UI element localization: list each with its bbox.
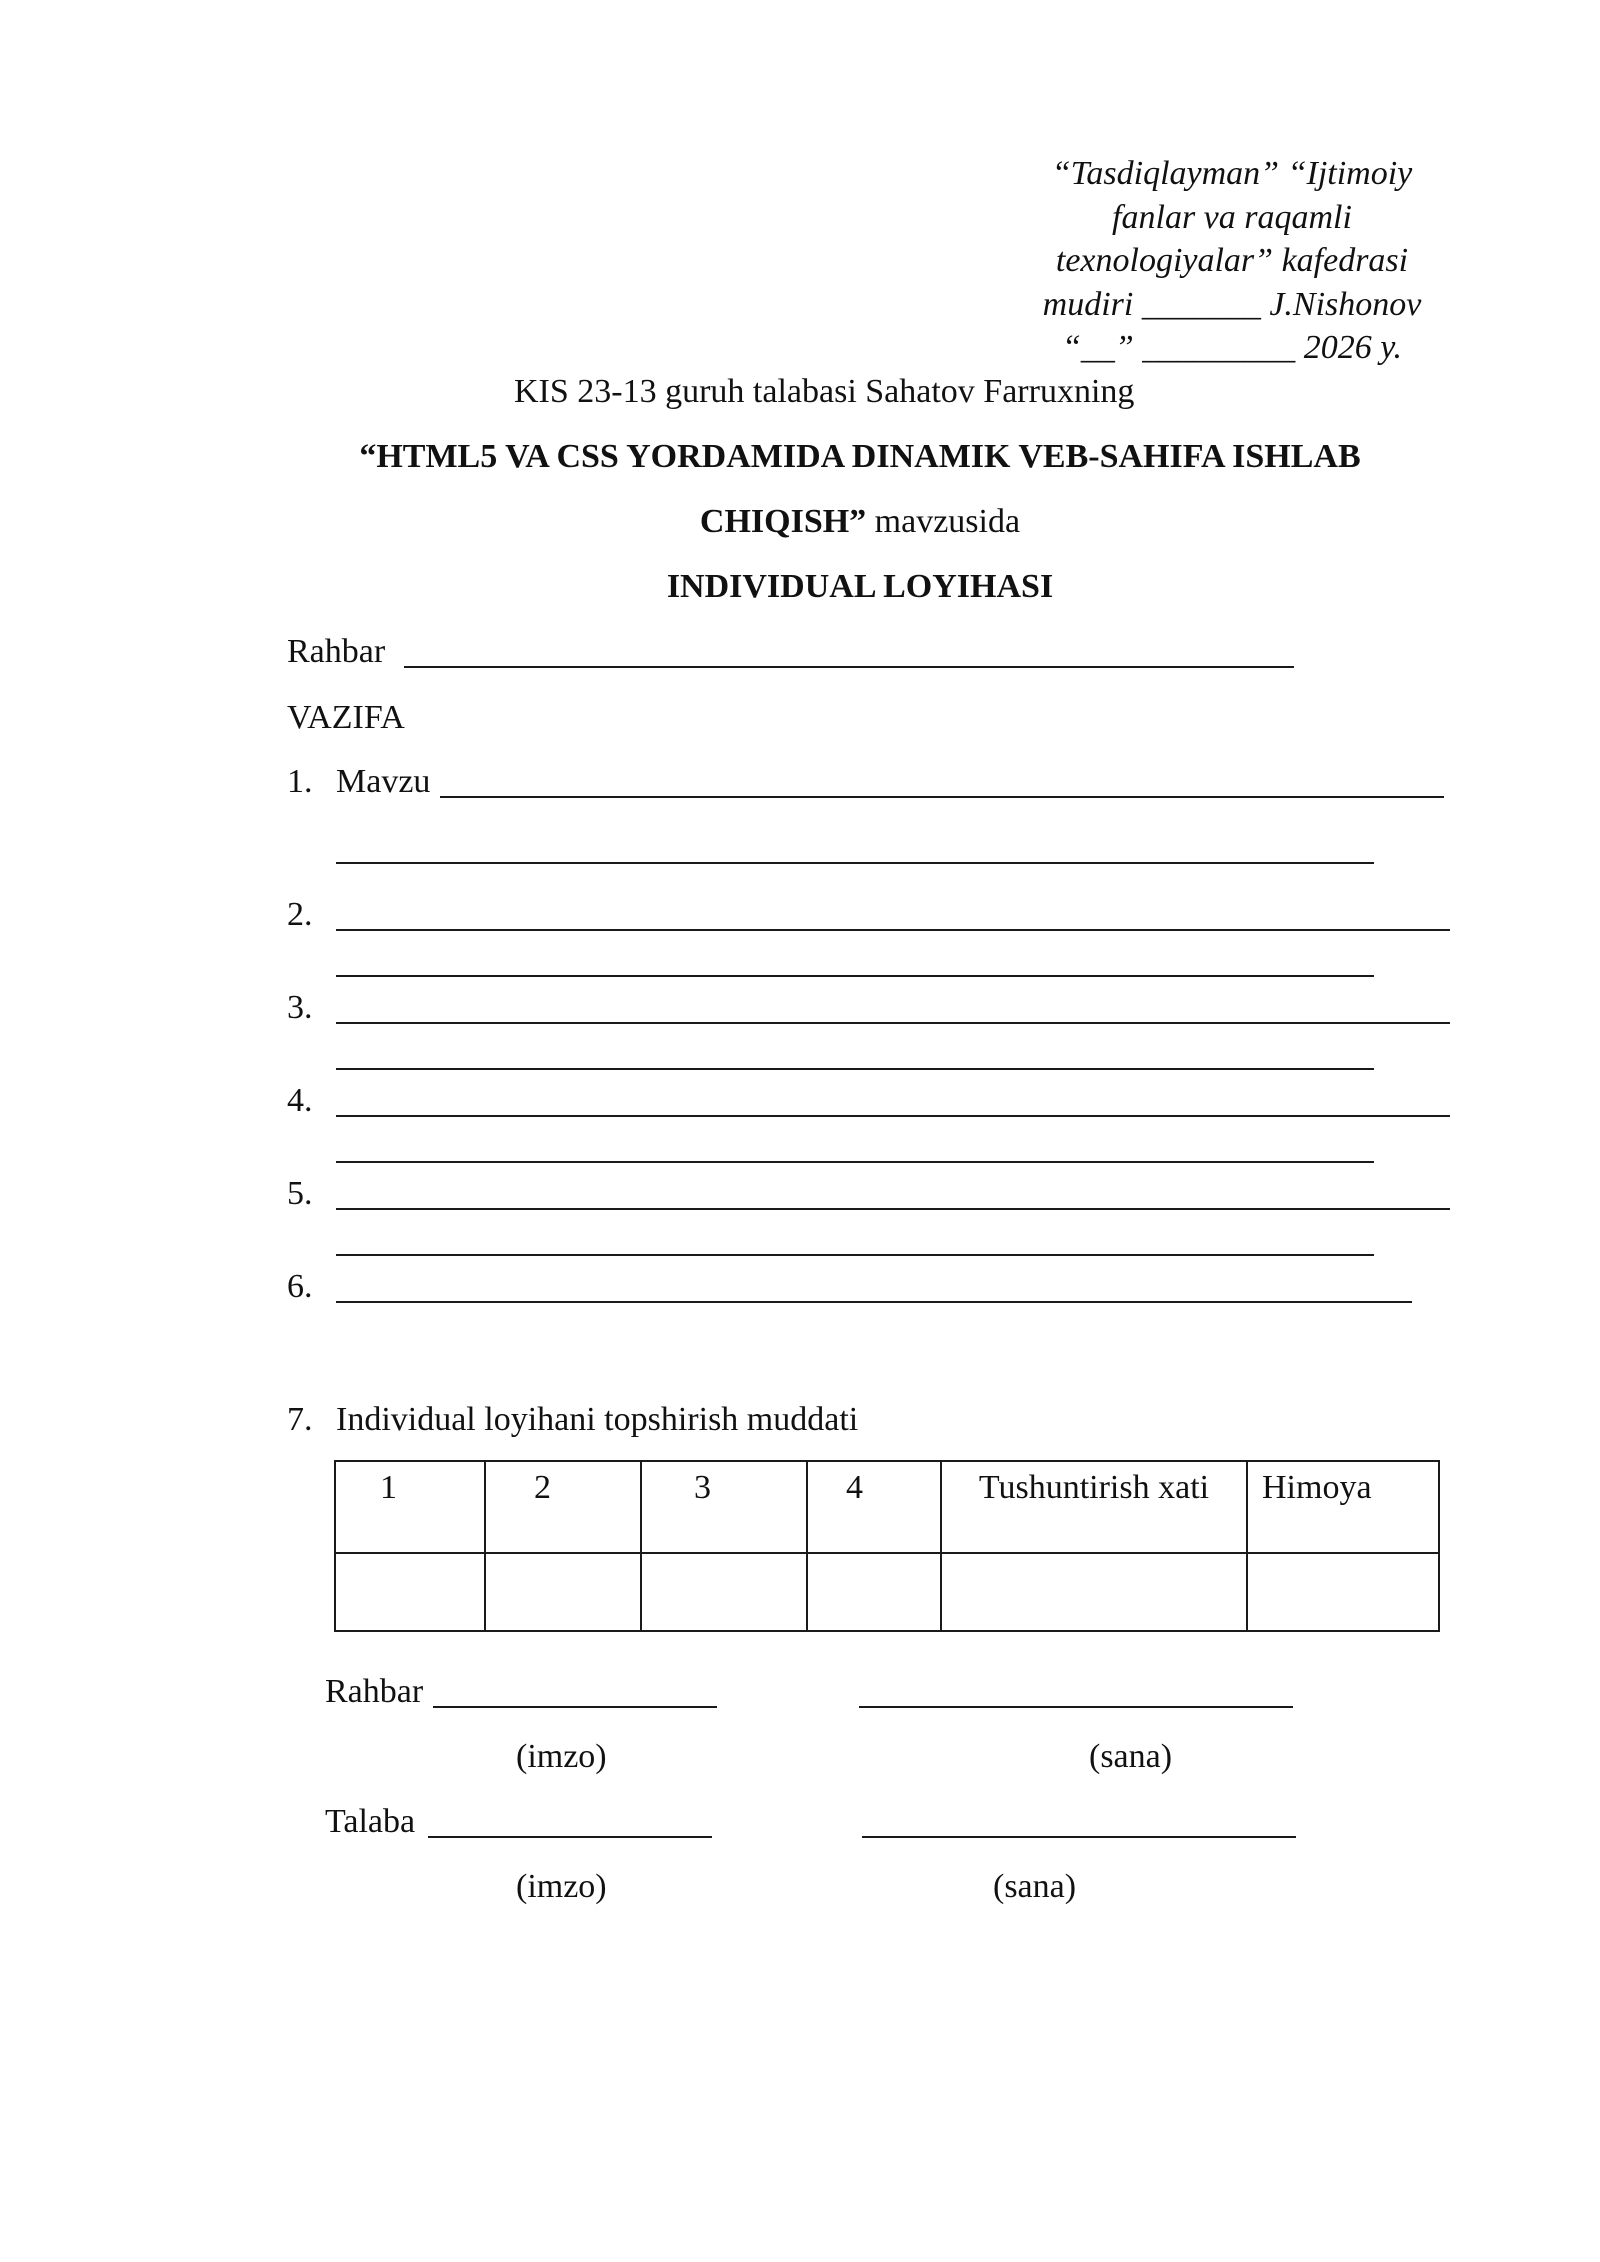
schedule-header-2: 2 <box>485 1461 641 1553</box>
document-type-heading: INDIVIDUAL LOYIHASI <box>666 568 1054 605</box>
supervisor-fill-line[interactable] <box>404 666 1294 668</box>
task-4-fill-line[interactable] <box>336 1115 1450 1117</box>
topic-title-end: CHIQISH” <box>699 503 867 540</box>
student-signature-line[interactable] <box>428 1836 712 1838</box>
task-3-fill-line-2[interactable] <box>336 1068 1374 1070</box>
schedule-header-explanatory-note: Tushuntirish xati <box>941 1461 1247 1553</box>
task-2-fill-line[interactable] <box>336 929 1450 931</box>
approval-line-4: mudiri _______ J.Nishonov <box>1042 285 1422 323</box>
approval-line-3: texnologiyalar” kafedrasi <box>1055 242 1409 279</box>
schedule-value-row <box>335 1553 1439 1631</box>
task-5-fill-line-2[interactable] <box>336 1254 1374 1256</box>
student-signature-caption: (imzo) <box>516 1868 607 1905</box>
signature-supervisor-label: Rahbar <box>325 1673 424 1710</box>
supervisor-signature-caption: (imzo) <box>516 1738 607 1775</box>
supervisor-label: Rahbar <box>287 633 386 670</box>
task-4-fill-line-2[interactable] <box>336 1161 1374 1163</box>
task-number-3: 3. <box>287 989 313 1026</box>
student-date-caption: (sana) <box>993 1868 1077 1905</box>
schedule-cell-3[interactable] <box>641 1553 807 1631</box>
schedule-header-row <box>335 1461 1439 1553</box>
schedule-header-4: 4 <box>807 1461 941 1553</box>
schedule-header-1: 1 <box>335 1461 485 1553</box>
student-date-line[interactable] <box>862 1836 1296 1838</box>
task-2-fill-line-2[interactable] <box>336 975 1374 977</box>
task-number-2: 2. <box>287 896 313 933</box>
schedule-cell-2[interactable] <box>485 1553 641 1631</box>
task-3-fill-line[interactable] <box>336 1022 1450 1024</box>
approval-line-5: “__” _________ 2026 y. <box>1061 329 1403 366</box>
approval-line-1: “Tasdiqlayman” “Ijtimoiy <box>1051 155 1413 192</box>
schedule-cell-defense[interactable] <box>1247 1553 1439 1631</box>
task-heading: VAZIFA <box>287 699 405 736</box>
deadline-label: Individual loyihani topshirish muddati <box>336 1401 859 1438</box>
signature-student-label: Talaba <box>325 1803 416 1840</box>
topic-title-line-1: “HTML5 VA CSS YORDAMIDA DINAMIK VEB-SAHIFA ISHLAB <box>359 438 1361 475</box>
task-number-1: 1. <box>287 763 313 800</box>
task-number-5: 5. <box>287 1175 313 1212</box>
supervisor-date-caption: (sana) <box>1089 1738 1173 1775</box>
task-5-fill-line[interactable] <box>336 1208 1450 1210</box>
student-line: KIS 23-13 guruh talabasi Sahatov Farruxning <box>514 373 1135 410</box>
topic-suffix: mavzusida <box>866 503 1021 540</box>
task-number-4: 4. <box>287 1082 313 1119</box>
schedule-cell-explanatory-note[interactable] <box>941 1553 1247 1631</box>
schedule-cell-1[interactable] <box>335 1553 485 1631</box>
task-1-fill-line-2[interactable] <box>336 862 1374 864</box>
schedule-header-defense: Himoya <box>1247 1461 1439 1553</box>
schedule-cell-4[interactable] <box>807 1553 941 1631</box>
task-number-6: 6. <box>287 1268 313 1305</box>
deadline-number: 7. <box>287 1401 313 1438</box>
supervisor-signature-line[interactable] <box>433 1706 717 1708</box>
supervisor-date-line[interactable] <box>859 1706 1293 1708</box>
task-6-fill-line[interactable] <box>336 1301 1412 1303</box>
schedule-header-3: 3 <box>641 1461 807 1553</box>
schedule-table <box>334 1460 1440 1632</box>
task-1-fill-line[interactable] <box>440 796 1444 798</box>
task-label-1: Mavzu <box>336 763 431 800</box>
topic-title-line-2 <box>0 500 1600 543</box>
approval-line-2: fanlar va raqamli <box>1112 198 1352 236</box>
approval-block <box>1010 152 1454 370</box>
